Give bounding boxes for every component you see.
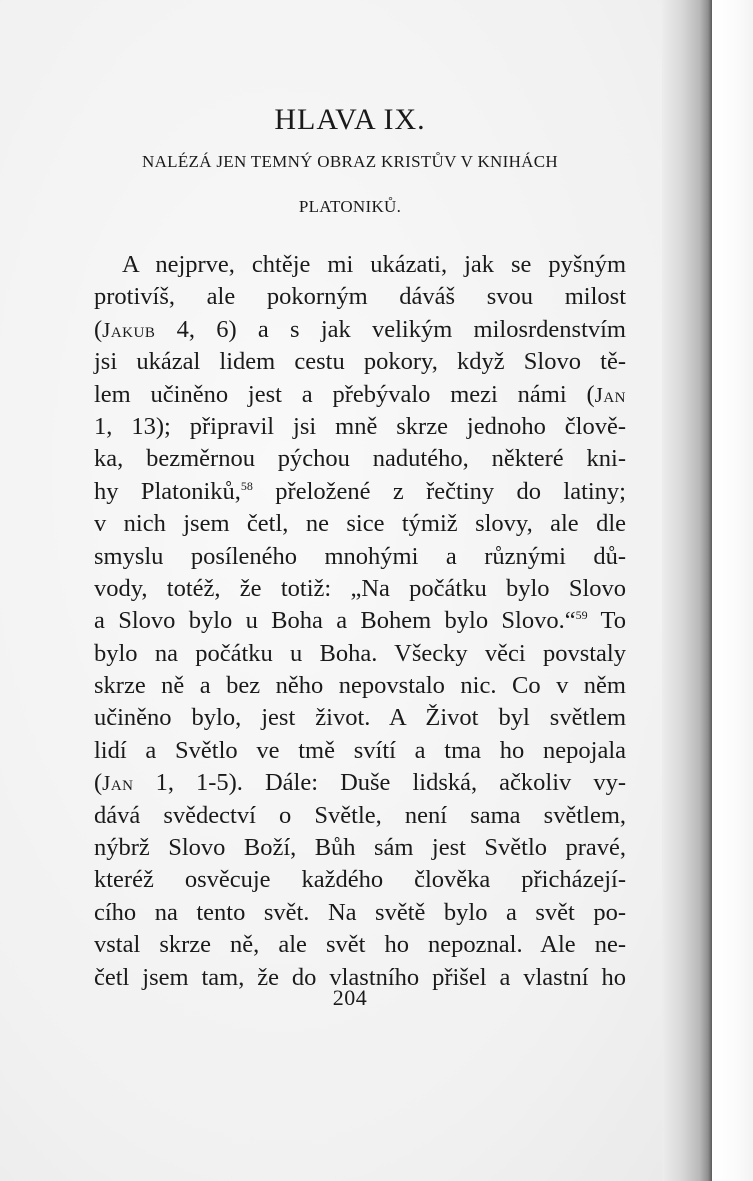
text-line: lidí a Světlo ve tmě svítí a tma ho nepojala	[94, 736, 626, 764]
book-gutter-shadow	[662, 0, 712, 1181]
text-line: (Jan 1, 1-5). Dále: Duše lidská, ačkoliv vy-	[94, 769, 626, 797]
text-line: 1, 13); připravil jsi mně skrze jednoho člově-	[94, 412, 626, 440]
text-line: (Jakub 4, 6) a s jak velikým milosrdenstvím	[94, 315, 626, 343]
footnote-marker: 58	[240, 478, 253, 493]
footnote-marker: 59	[575, 608, 588, 623]
text-line: smyslu posíleného mnohými a různými dů-	[94, 542, 626, 570]
text-line: dává svědectví o Světle, není sama světlem,	[94, 801, 626, 829]
text-line: A nejprve, chtěje mi ukázati, jak se pyšným	[122, 251, 626, 278]
text-line: lem učiněno jest a přebývalo mezi námi (Jan	[94, 380, 626, 408]
text-line: skrze ně a bez něho nepovstalo nic. Co v něm	[94, 672, 626, 700]
page-number: 204	[332, 985, 368, 1010]
text-line: ka, bezměrnou pýchou nadutého, některé kni-	[94, 445, 626, 473]
text-line: učiněno bylo, jest život. A Život byl světlem	[94, 704, 626, 732]
text-line: hy Platoniků,$^{58}$ přeložené z řečtiny do latiny;	[94, 477, 626, 505]
scripture-reference: Jakub	[102, 317, 156, 342]
text-line: nýbrž Slovo Boží, Bůh sám jest Světlo pravé,	[94, 834, 626, 862]
text-line: jsi ukázal lidem cestu pokory, když Slovo tě-	[94, 348, 626, 376]
page-edge	[712, 0, 753, 1181]
text-line: vody, totéž, že totiž: „Na počátku bylo Slovo	[94, 574, 626, 602]
chapter-subtitle-line-1: NALÉZÁ JEN TEMNÝ OBRAZ KRISTŮV V KNIHÁCH	[142, 152, 558, 171]
text-line: četl jsem tam, že do vlastního přišel a vlastní ho	[94, 963, 626, 991]
text-line: cího na tento svět. Na světě bylo a svět po-	[94, 898, 626, 926]
chapter-subtitle-line-2: PLATONIKŮ.	[298, 197, 402, 216]
text-line: vstal skrze ně, ale svět ho nepoznal. Ale ne-	[94, 931, 626, 959]
text-line: protivíš, ale pokorným dáváš svou milost	[94, 283, 626, 311]
text-line: bylo na počátku u Boha. Všecky věci povstaly	[94, 639, 626, 667]
text-line: a Slovo bylo u Boha a Bohem bylo Slovo.“$^{59}$ To	[94, 607, 627, 635]
chapter-title: HLAVA IX.	[274, 103, 426, 136]
body-text	[94, 249, 626, 994]
scripture-reference: Jan	[102, 771, 134, 796]
text-line: kteréž osvěcuje každého člověka přicházejí-	[94, 866, 626, 894]
text-line: v nich jsem četl, ne sice týmiž slovy, ale dle	[94, 510, 626, 538]
scripture-reference: Jan	[594, 382, 626, 407]
